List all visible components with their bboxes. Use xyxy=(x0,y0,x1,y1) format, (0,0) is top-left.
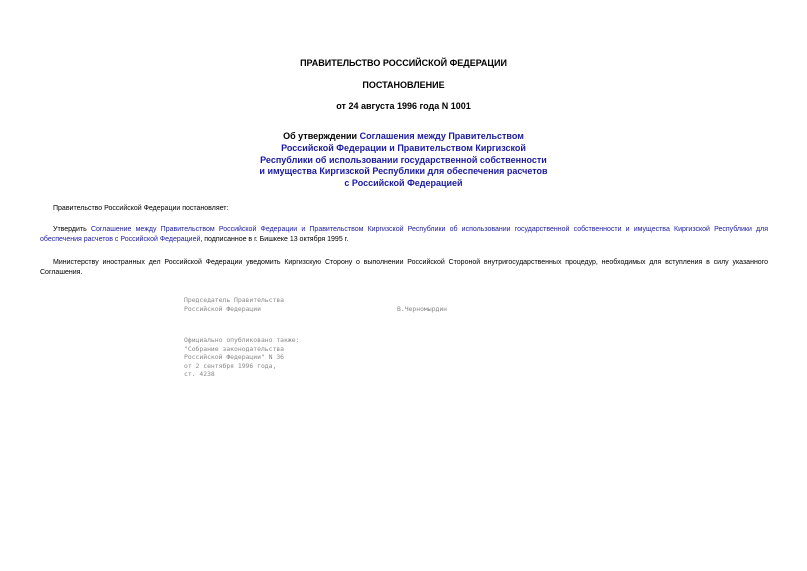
title-line xyxy=(0,131,807,143)
agreement-title-link[interactable]: и имущества Киргизской Республики для обеспечения расчетов xyxy=(259,166,548,177)
publication-line: ст. 4238 xyxy=(184,370,215,378)
agreement-link[interactable]: Соглашение между Правительством Российской Федерации и Правительством Киргизской Республики об использовании государственной собственности и имущества Киргизской Республики для обеспечения расчетов с Российской Федерацией xyxy=(40,226,768,243)
paragraph-approve-suffix: , подписанное в г. Бишкеке 13 октября 1995 г. xyxy=(200,236,349,243)
signature-position-line2: Российской Федерации xyxy=(184,305,261,313)
document-date-heading: от 24 августа 1996 года N 1001 xyxy=(336,101,471,111)
agreement-title-link[interactable]: Российской Федерации и Правительством Киргизской xyxy=(281,142,526,153)
document-type-heading: ПОСТАНОВЛЕНИЕ xyxy=(362,80,445,90)
title-prefix: Об утверждении xyxy=(283,131,360,141)
signature-position-line1: Председатель Правительства xyxy=(184,296,285,304)
paragraph-approve-prefix: Утвердить xyxy=(53,226,91,233)
publication-line: "Собрание законодательства xyxy=(184,344,285,353)
document-title xyxy=(0,131,807,190)
signature-name: В.Черномырдин xyxy=(397,305,448,313)
publication-line: от 2 сентября 1996 года, xyxy=(184,361,277,370)
paragraph-resolves: Правительство Российской Федерации постановляет: xyxy=(53,205,229,212)
publication-line: Официально опубликовано также: xyxy=(184,336,300,344)
paragraph-approve xyxy=(40,225,768,245)
agreement-title-link[interactable]: Республики об использовании государственной собственности xyxy=(260,154,547,165)
publication-line: Российской Федерации" N 36 xyxy=(184,353,285,361)
issuer-heading: ПРАВИТЕЛЬСТВО РОССИЙСКОЙ ФЕДЕРАЦИИ xyxy=(300,58,507,68)
paragraph-notify: Министерству иностранных дел Российской Федерации уведомить Киргизскую Сторону о выполнении Российской Стороной внутригосударственных процедур, необходимых для вступления в силу указанного Соглашения. xyxy=(40,259,768,276)
agreement-title-link[interactable]: с Российской Федерацией xyxy=(344,178,463,189)
agreement-title-link[interactable]: Соглашения между Правительством xyxy=(359,131,524,141)
